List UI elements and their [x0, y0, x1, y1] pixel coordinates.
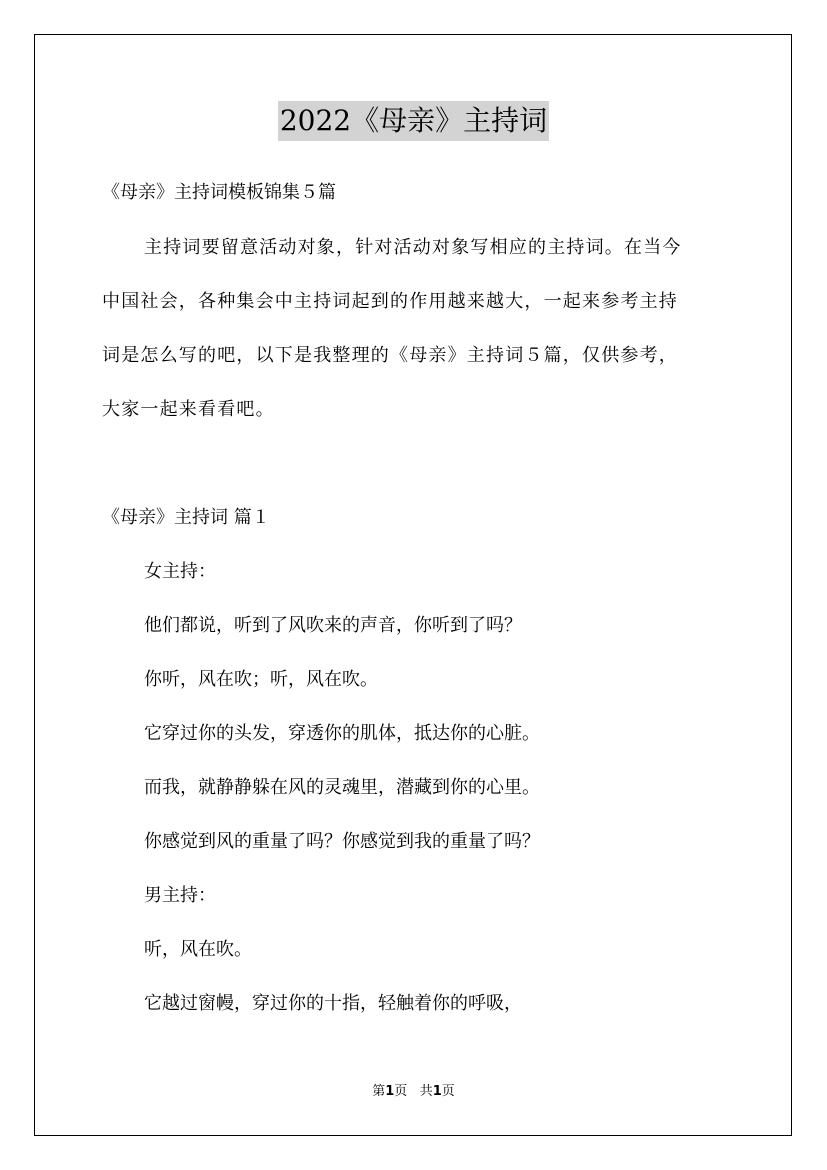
dialogue-line: 而我，就静静躲在风的灵魂里，潜藏到你的心里。	[144, 777, 540, 798]
intro-line: 词是怎么写的吧，以下是我整理的《母亲》主持词５篇，仅供参考，	[102, 345, 678, 366]
footer-total-suffix: 页	[441, 1084, 455, 1099]
footer-page-suffix: 页	[394, 1084, 408, 1099]
speaker-label-female: 女主持：	[144, 561, 216, 582]
footer-prefix: 第	[372, 1084, 386, 1099]
footer-total-pages: 1	[432, 1084, 442, 1099]
intro-line: 中国社会，各种集会中主持词起到的作用越来越大，一起来参考主持	[102, 291, 678, 312]
page-footer	[0, 1083, 827, 1101]
intro-line: 大家一起来看看吧。	[102, 399, 275, 420]
document-title: 2022《母亲》主持词	[278, 101, 549, 141]
dialogue-line: 听，风在吹。	[144, 939, 252, 960]
dialogue-line: 他们都说，听到了风吹来的声音，你听到了吗？	[144, 615, 522, 636]
section-heading: 《母亲》主持词 篇１	[102, 507, 270, 528]
dialogue-line: 它越过窗幔，穿过你的十指，轻触着你的呼吸，	[144, 993, 522, 1014]
dialogue-line: 你听，风在吹；听，风在吹。	[144, 669, 378, 690]
speaker-label-male: 男主持：	[144, 885, 216, 906]
document-subtitle: 《母亲》主持词模板锦集５篇	[102, 182, 336, 203]
intro-line: 主持词要留意活动对象，针对活动对象写相应的主持词。在当今	[144, 237, 682, 258]
dialogue-line: 你感觉到风的重量了吗？你感觉到我的重量了吗？	[144, 831, 540, 852]
footer-page-number: 1	[385, 1084, 395, 1099]
dialogue-line: 它穿过你的头发，穿透你的肌体，抵达你的心脏。	[144, 723, 540, 744]
title-container	[0, 101, 827, 141]
footer-total-prefix: 共	[419, 1084, 433, 1099]
